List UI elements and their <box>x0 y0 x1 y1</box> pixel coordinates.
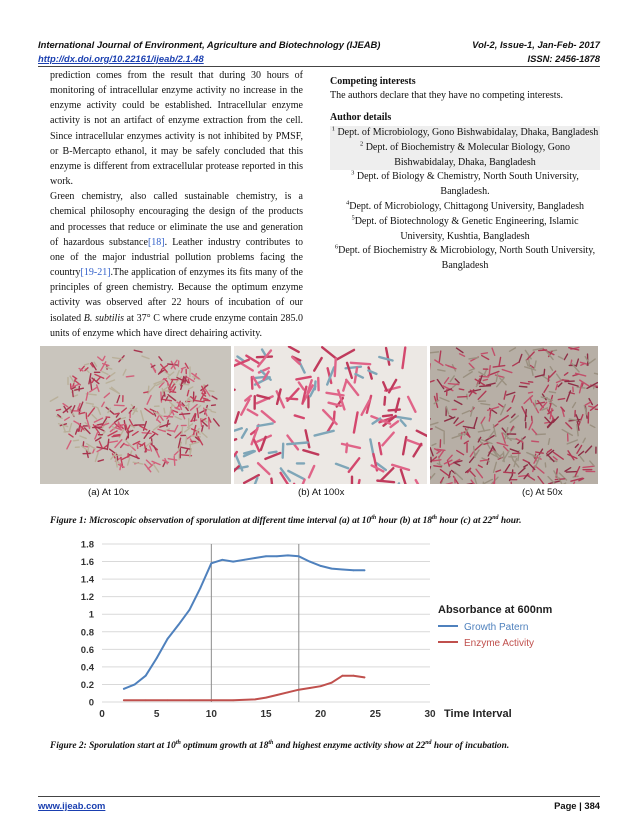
paragraph: prediction comes from the result that during 30 hours of monitoring of intracellular enzyme activity no increase in the enzyme activity could be established. Intracellular enzyme activity is not an artifact of enzyme extraction from the cell. Since intracellular enzymes activity is not inhibited by PMSF, or B-Mercapto ethanol, it may be safely concluded that this enzyme is different from extracellular protease reported in this work. <box>50 70 303 188</box>
data-point <box>167 638 169 640</box>
figure1-caption <box>50 515 521 527</box>
bacterium-rod <box>148 386 149 393</box>
legend-label: Growth Patern <box>464 622 529 633</box>
bacterium-rod <box>346 444 347 453</box>
bacterium-rod <box>72 391 73 397</box>
data-point <box>200 587 202 589</box>
affiliation-number: 1 <box>331 125 335 133</box>
data-point <box>232 561 234 563</box>
bacterium-rod <box>545 422 549 423</box>
y-tick-label: 0.4 <box>80 662 94 674</box>
affiliation-number: 3 <box>351 170 355 178</box>
citation-link[interactable]: [19-21] <box>80 267 111 279</box>
data-point <box>320 565 322 567</box>
affiliation-item <box>330 215 600 245</box>
data-point <box>189 609 191 611</box>
data-point <box>353 675 355 677</box>
affiliation-item <box>330 244 600 274</box>
caption-sup: nd <box>492 514 499 521</box>
header-divider <box>38 66 600 67</box>
bacterium-rod <box>164 416 173 417</box>
data-point <box>298 555 300 557</box>
data-point <box>276 694 278 696</box>
bacterium-rod <box>164 391 165 396</box>
text-run: . Leather industry contributes to one of the major industrial pollution problems facing the country <box>50 236 303 279</box>
figure2-chart <box>40 532 598 730</box>
doi-header <box>38 53 600 64</box>
bacterium-rod <box>74 440 79 441</box>
data-point <box>331 568 333 570</box>
affiliation-text: Dept. of Microbiology, Gono Bishwabidalay, Dhaka, Bangladesh <box>337 127 599 138</box>
right-column <box>330 75 600 274</box>
bacterium-rod <box>335 359 336 376</box>
data-point <box>210 699 212 701</box>
figure2-caption <box>50 740 509 752</box>
affiliation-item <box>330 170 600 200</box>
bacterium-rod <box>283 444 284 458</box>
text-run: .The application of enzymes its fits many of the principles of green chemistry. Because the optimum enzyme activity was observed after 22 hours of incubation of our isolated <box>50 267 303 324</box>
y-tick-label: 1.2 <box>80 592 94 604</box>
text-run: Green chemistry, also called sustainable chemistry, is a chemical philosophy encouraging the design of the products and processes that reduce or eliminate the use and generation of hazardous substance <box>50 191 303 248</box>
bacterium-rod <box>503 452 504 462</box>
data-point <box>309 687 311 689</box>
affiliation-text: Dept. of Microbiology, Chittagong University, Bangladesh <box>349 200 585 212</box>
bacterium-rod <box>269 452 277 453</box>
data-point <box>178 624 180 626</box>
data-point <box>123 688 125 690</box>
y-tick-label: 1.6 <box>80 557 94 569</box>
citation-link[interactable]: [18] <box>147 236 165 248</box>
caption-text: optimum growth at 18 <box>180 741 269 751</box>
x-tick-label: 20 <box>315 709 327 720</box>
y-tick-label: 0.8 <box>80 627 94 639</box>
figure1-images <box>40 346 598 484</box>
bacterium-rod <box>544 369 545 375</box>
data-point <box>134 684 136 686</box>
affiliation-item <box>330 126 600 141</box>
page-footer <box>38 800 600 811</box>
caption-text: hour (b) at 18 <box>376 516 432 526</box>
doi-link[interactable]: http://dx.doi.org/10.22161/ijeab/2.1.48 <box>38 53 204 64</box>
affiliation-number: 6 <box>334 244 339 252</box>
bacterium-rod <box>459 389 463 390</box>
x-tick-label: 30 <box>424 709 436 720</box>
bacterium-rod <box>114 435 120 436</box>
bacterium-rod <box>549 392 555 393</box>
data-point <box>353 569 355 571</box>
bacterium-rod <box>204 400 210 401</box>
bacterium-rod <box>351 363 370 364</box>
bacterium-rod <box>334 412 335 420</box>
bacterium-rod <box>377 481 394 483</box>
bacterium-rod <box>595 409 598 410</box>
micrograph-50x <box>430 346 598 484</box>
caption-sup: th <box>431 514 437 521</box>
author-details-heading: Author details <box>330 112 392 123</box>
data-point <box>145 675 147 677</box>
bacterium-rod <box>504 472 515 473</box>
species-name: B. subtilis <box>83 312 124 324</box>
bacterium-rod <box>115 413 119 414</box>
series-line-growth <box>124 555 365 688</box>
data-point <box>156 657 158 659</box>
affiliation-item <box>330 141 600 171</box>
x-tick-label: 15 <box>260 709 272 720</box>
data-point <box>189 699 191 701</box>
x-tick-label: 25 <box>369 709 381 720</box>
y-tick-label: 1.8 <box>80 539 94 551</box>
bacterium-rod <box>186 436 187 444</box>
caption-sup: nd <box>425 739 432 746</box>
bacterium-rod <box>555 479 564 480</box>
y-tick-label: 0.2 <box>80 679 94 691</box>
x-tick-label: 5 <box>153 709 160 720</box>
series-line-enzyme <box>124 676 365 701</box>
affiliation-text: Dept. of Biology & Chemistry, North South University, Bangladesh. <box>356 171 579 198</box>
caption-sup: th <box>268 739 274 746</box>
legend-label: Enzyme Activity <box>464 638 535 649</box>
caption-sup: th <box>371 514 377 521</box>
data-point <box>210 562 212 564</box>
data-point <box>221 559 223 561</box>
bacterium-rod <box>566 472 577 473</box>
volume-info: Vol-2, Issue-1, Jan-Feb- 2017 <box>472 39 600 50</box>
data-point <box>123 699 125 701</box>
data-point <box>298 689 300 691</box>
micrograph-background <box>234 346 427 484</box>
text-run: at 37° C where crude enzyme contain 285.0 units of enzyme which have direct dehairing activity. <box>50 312 303 339</box>
bacterium-rod <box>201 419 202 426</box>
data-point <box>232 699 234 701</box>
y-tick-label: 0.6 <box>80 644 94 656</box>
bacterium-rod <box>126 376 133 377</box>
caption-sup: th <box>175 739 181 746</box>
affiliation-number: 4 <box>345 199 350 207</box>
caption-text: Figure 2: Sporulation start at 10 <box>50 741 176 751</box>
bacterium-rod <box>455 478 456 483</box>
website-link[interactable]: www.ijeab.com <box>38 800 106 811</box>
data-point <box>342 675 344 677</box>
bacterium-rod <box>271 479 272 484</box>
micrograph-10x <box>40 346 231 484</box>
caption-text: and highest enzyme activity show at 22 <box>273 741 426 751</box>
sublabel-a: (a) At 10x <box>88 487 130 498</box>
bacterium-rod <box>481 353 487 354</box>
bacterium-rod <box>287 398 298 399</box>
caption-text: hour. <box>498 516 522 526</box>
bacterium-rod <box>532 441 539 442</box>
affiliation-list <box>330 126 600 274</box>
data-point <box>276 555 278 557</box>
bacterium-rod <box>180 414 190 415</box>
bacterium-rod <box>164 408 165 413</box>
running-header <box>38 39 600 50</box>
y-tick-label: 1 <box>88 609 94 621</box>
data-point <box>287 555 289 557</box>
data-point <box>265 697 267 699</box>
data-point <box>287 691 289 693</box>
competing-interests-heading: Competing interests <box>330 76 416 87</box>
affiliation-item <box>330 200 600 215</box>
page-number: Page | 384 <box>554 800 600 811</box>
data-point <box>243 559 245 561</box>
caption-text: Figure 1: Microscopic observation of sporulation at different time interval (a) at 10 <box>50 516 372 526</box>
data-point <box>167 699 169 701</box>
bacterium-rod <box>511 482 512 484</box>
affiliation-number: 5 <box>351 214 355 222</box>
legend-title: Absorbance at 600nm <box>438 604 553 616</box>
bacterium-rod <box>182 427 183 433</box>
bacterium-rod <box>519 386 526 387</box>
affiliation-number: 2 <box>359 140 364 148</box>
bacterium-rod <box>287 442 307 444</box>
bacterium-rod <box>483 379 487 380</box>
left-column <box>50 68 303 341</box>
data-point <box>265 555 267 557</box>
bacterium-rod <box>542 397 547 398</box>
bacterium-rod <box>384 397 385 405</box>
x-tick-label: 10 <box>205 709 217 720</box>
data-point <box>364 677 366 679</box>
figure1-sublabels <box>40 487 598 501</box>
x-axis-label: Time Interval <box>444 708 512 720</box>
bacterium-rod <box>389 410 400 411</box>
bacterium-rod <box>144 392 148 393</box>
issn: ISSN: 2456-1878 <box>527 53 600 64</box>
bacterium-rod <box>315 381 316 389</box>
sublabel-c: (c) At 50x <box>522 487 563 498</box>
affiliation-text: Dept. of Biotechnology & Genetic Engineering, Islamic University, Kushtia, Bangladesh <box>354 215 579 242</box>
micrograph-100x <box>234 346 427 484</box>
bacterium-rod <box>142 433 151 434</box>
data-point <box>320 685 322 687</box>
y-tick-label: 0 <box>88 697 94 709</box>
bacterium-rod <box>83 442 84 447</box>
competing-interests-text: The authors declare that they have no competing interests. <box>330 90 563 101</box>
data-point <box>254 557 256 559</box>
bacterium-rod <box>97 424 102 425</box>
bacterium-rod <box>168 430 174 431</box>
bacterium-rod <box>174 457 175 466</box>
x-tick-label: 0 <box>99 709 105 720</box>
bacterium-rod <box>448 384 458 385</box>
caption-text: hour (c) at 22 <box>436 516 493 526</box>
paragraph-green-chemistry <box>50 189 303 341</box>
bacterium-rod <box>562 380 569 381</box>
y-tick-label: 1.4 <box>80 574 94 586</box>
bacterium-rod <box>209 391 214 392</box>
data-point <box>254 698 256 700</box>
data-point <box>342 569 344 571</box>
bacterium-rod <box>114 405 124 406</box>
journal-title: International Journal of Environment, Agriculture and Biotechnology (IJEAB) <box>38 39 381 50</box>
data-point <box>331 682 333 684</box>
caption-text: hour of incubation. <box>431 741 510 751</box>
affiliation-text: Dept. of Biochemistry & Microbiology, North South University, Bangladesh <box>338 245 596 272</box>
affiliation-text: Dept. of Biochemistry & Molecular Biology, Gono Bishwabidalay, Dhaka, Bangladesh <box>365 141 571 168</box>
bacterium-rod <box>383 415 392 416</box>
bacterium-rod <box>79 427 80 431</box>
sublabel-b: (b) At 100x <box>298 487 345 498</box>
bacterium-rod <box>252 377 253 389</box>
data-point <box>145 699 147 701</box>
data-point <box>364 569 366 571</box>
bacterium-rod <box>529 392 533 393</box>
footer-divider <box>38 796 600 797</box>
bacterium-rod <box>56 409 60 410</box>
data-point <box>309 561 311 563</box>
